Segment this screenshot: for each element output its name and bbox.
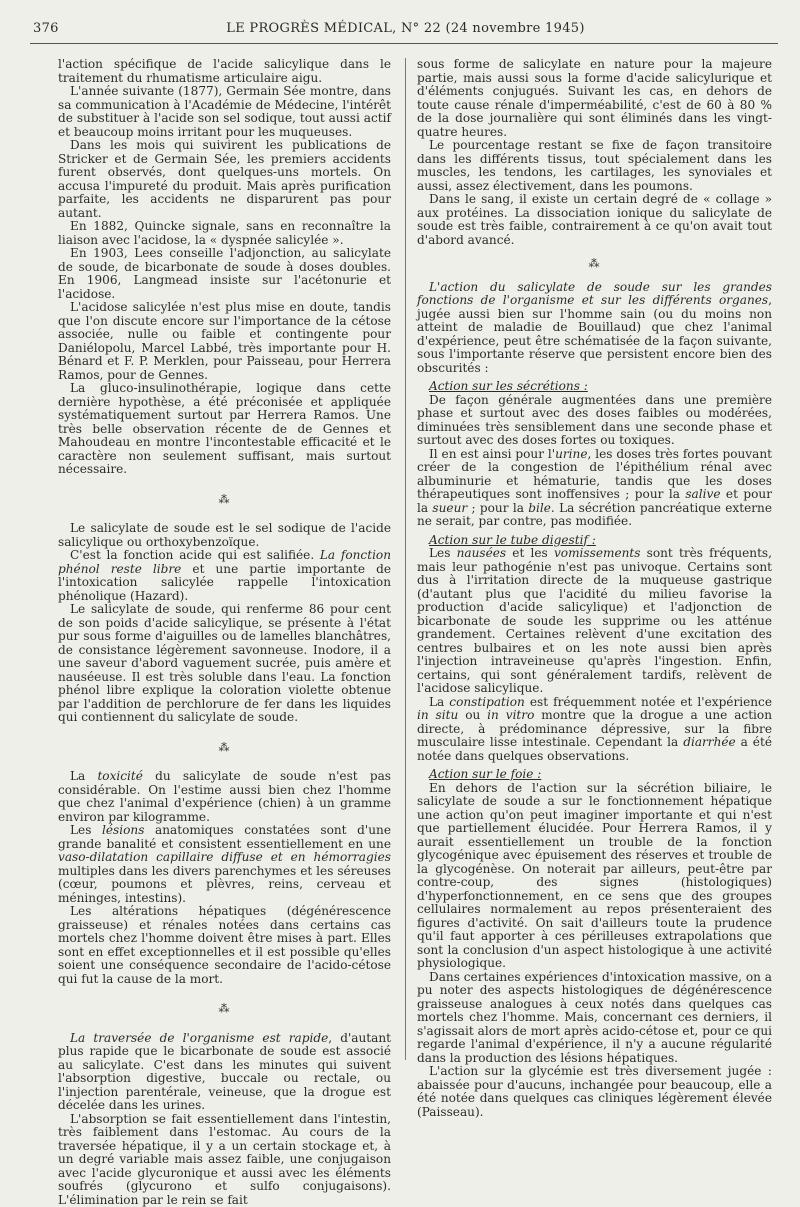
subheading: Action sur les sécrétions : [417,380,772,394]
paragraph: sous forme de salicylate en nature pour la majeure partie, mais aussi sous la forme d'acide salicylurique et d'éléments conjugués. Suivant les cas, en dehors de toute cause rénale d'imperméabilité, c'est de 60 à 80 % de la dose journalière qui sont éliminés dans les vingt-quatre heures. [417,58,772,139]
journal-title: LE PROGRÈS MÉDICAL, N° 22 (24 novembre 1945) [33,21,778,36]
paragraph: De façon générale augmentées dans une première phase et surtout avec des doses faibles ou modérées, diminuées très sensiblement dans une seconde phase et surtout avec des doses fortes ou toxiques. [417,394,772,448]
paragraph: L'acidose salicylée n'est plus mise en doute, tandis que l'on discute encore sur l'importance de la cétose associée, nulle ou faible et contingente pour Daniélopolu, Marcel Labbé, très importante pour H. Bénard et F. P. Merklen, pour Paisseau, pour Herrera Ramos, pour de Gennes. [58,301,391,382]
paragraph: Dans les mois qui suivirent les publications de Stricker et de Germain Sée, les premiers accidents furent observés, dont quelques-uns mortels. On accusa l'impureté du produit. Mais après purification parfaite, les accidents ne disparurent pas pour autant. [58,139,391,220]
section-separator: ⁂ [58,493,391,507]
paragraph: La traversée de l'organisme est rapide, d'autant plus rapide que le bicarbonate de soude est associé au salicylate. C'est dans les minutes qui suivent l'absorption digestive, buccale ou rectale, ou l'injection parentérale, veineuse, que la drogue est décelée dans les urines. [58,1032,391,1113]
section-separator: ⁂ [58,741,391,755]
section-separator: ⁂ [58,1002,391,1016]
paragraph: En dehors de l'action sur la sécrétion biliaire, le salicylate de soude a sur le fonctionnement hépatique une action qu'on peut imaginer importante et qui n'est que partiellement élucidée. Pour Herrera Ramos, il y aurait essentiellement un trouble de la fonction glycogénique avec épuisement des réserves et trouble de la glycogénèse. On noterait par ailleurs, peut-être par contre-coup, des signes (histologiques) d'hyperfonctionnement, en ce sens que des groupes cellulaires normalement au repos présenteraient des figures d'activité. On sait d'ailleurs toute la prudence qu'il faut apporter à ces périlleuses extrapolations que sont la conclusion d'un aspect histologique à une activité physiologique. [417,782,772,971]
paragraph: Dans certaines expériences d'intoxication massive, on a pu noter des aspects histologiques de dégénérescence graisseuse analogues à ceux notés dans quelques cas mortels chez l'homme. Mais, concernant ces derniers, il s'agissait alors de mort après acido-cétose et, pour ce qui regarde l'animal d'expérience, il n'y a aucune régularité dans la production des lésions hépatiques. [417,971,772,1066]
subheading: Action sur le tube digestif : [417,534,772,548]
paragraph: L'action sur la glycémie est très diversement jugée : abaissée pour d'aucuns, inchangée pour beaucoup, elle a été notée dans quelques cas cliniques légèrement élevée (Paisseau). [417,1065,772,1119]
paragraph: Le salicylate de soude, qui renferme 86 pour cent de son poids d'acide salicylique, se présente à l'état pur sous forme d'aiguilles ou de lamelles blanchâtres, de consistance légèrement savonneuse. Inodore, il a une saveur d'abord vaguement sucrée, puis amère et nauséeuse. Il est très soluble dans l'eau. La fonction phénol libre explique la coloration violette obtenue par l'addition de perchlorure de fer dans les liquides qui contiennent du salicylate de soude. [58,603,391,725]
header-rule [30,43,778,44]
paragraph: l'action spécifique de l'acide salicylique dans le traitement du rhumatisme articulaire aigu. [58,58,391,85]
paragraph: La gluco-insulinothérapie, logique dans cette dernière hypothèse, a été préconisée et appliquée systématiquement surtout par Herrera Ramos. Une très belle observation récente de de Gennes et Mahoudeau en montre l'incontestable efficacité et le caractère non seulement suffisant, mais surtout nécessaire. [58,382,391,477]
paragraph: La constipation est fréquemment notée et l'expérience in situ ou in vitro montre que la drogue a une action directe, à prédominance dépressive, sur la fibre musculaire lisse intestinale. Cependant la diarrhée a été notée dans quelques observations. [417,696,772,764]
paragraph: L'action du salicylate de soude sur les grandes fonctions de l'organisme et sur les différents organes, jugée aussi bien sur l'homme sain (ou du moins non atteint de maladie de Bouillaud) que chez l'animal d'expérience, peut être schématisée de la façon suivante, sous l'importante réserve que persistent encore bien des obscurités : [417,281,772,376]
page-number: 376 [33,21,59,36]
paragraph: Les nausées et les vomissements sont très fréquents, mais leur pathogénie n'est pas univoque. Certains sont dus à l'irritation directe de la muqueuse gastrique (d'autant plus que l'acidité du milieu favorise la production d'acide salicylique) et l'adjonction de bicarbonate de soude les supprime ou les atténue grandement. Certaines relèvent d'une excitation des centres bulbaires et on les note aussi bien après l'injection intraveineuse qu'après l'ingestion. Enfin, certains, qui sont généralement tardifs, relèvent de l'acidose salicylique. [417,547,772,696]
paragraph: Les altérations hépatiques (dégénérescence graisseuse) et rénales notées dans certains cas mortels chez l'homme doivent être mises à part. Elles sont en effet exceptionnelles et il est possible qu'elles soient une conséquence secondaire de l'acido-cétose qui fut la cause de la mort. [58,905,391,986]
paragraph: C'est la fonction acide qui est salifiée. La fonction phénol reste libre et une partie importante de l'intoxication salicylée rappelle l'intoxication phénolique (Hazard). [58,549,391,603]
column-divider [405,58,406,1060]
paragraph: L'année suivante (1877), Germain Sée montre, dans sa communication à l'Académie de Médecine, l'intérêt de substituer à l'acide son sel sodique, tout aussi actif et beaucoup moins irritant pour les muqueuses. [58,85,391,139]
right-column [417,58,772,1119]
paragraph: Les lésions anatomiques constatées sont d'une grande banalité et consistent essentiellement en une vaso-dilatation capillaire diffuse et en hémorragies multiples dans les divers parenchymes et les séreuses (cœur, poumons et plèvres, reins, cerveau et méninges, intestins). [58,824,391,905]
paragraph: En 1882, Quincke signale, sans en reconnaître la liaison avec l'acidose, la « dyspnée salicylée ». [58,220,391,247]
paragraph: L'absorption se fait essentiellement dans l'intestin, très faiblement dans l'estomac. Au cours de la traversée hépatique, il y a un certain stockage et, à un degré variable mais assez faible, une conjugaison avec l'acide glycuronique et aussi avec les éléments soufrés (glycurono et sulfo conjugaisons). L'élimination par le rein se fait [58,1113,391,1207]
paragraph: En 1903, Lees conseille l'adjonction, au salicylate de soude, de bicarbonate de soude à doses doubles. En 1906, Langmead insiste sur l'acétonurie et l'acidose. [58,247,391,301]
left-column [58,58,391,1207]
paragraph: Il en est ainsi pour l'urine, les doses très fortes pouvant créer de la congestion de l'épithélium rénal avec albuminurie et hématurie, tandis que les doses thérapeutiques sont inoffensives ; pour la salive et pour la sueur ; pour la bile. La sécrétion pancréatique externe ne serait, par contre, pas modifiée. [417,448,772,529]
section-separator: ⁂ [417,257,772,271]
paragraph: La toxicité du salicylate de soude n'est pas considérable. On l'estime aussi bien chez l'homme que chez l'animal d'expérience (chien) à un gramme environ par kilogramme. [58,770,391,824]
paragraph: Le pourcentage restant se fixe de façon transitoire dans les différents tissus, tout spécialement dans les muscles, les tendons, les cartilages, les synoviales et aussi, assez électivement, dans les poumons. [417,139,772,193]
paragraph: Dans le sang, il existe un certain degré de « collage » aux protéines. La dissociation ionique du salicylate de soude est très faible, contrairement à ce qu'on avait tout d'abord avancé. [417,193,772,247]
subheading: Action sur le foie : [417,768,772,782]
paragraph: Le salicylate de soude est le sel sodique de l'acide salicylique ou orthoxybenzoïque. [58,522,391,549]
page-header [33,21,778,41]
